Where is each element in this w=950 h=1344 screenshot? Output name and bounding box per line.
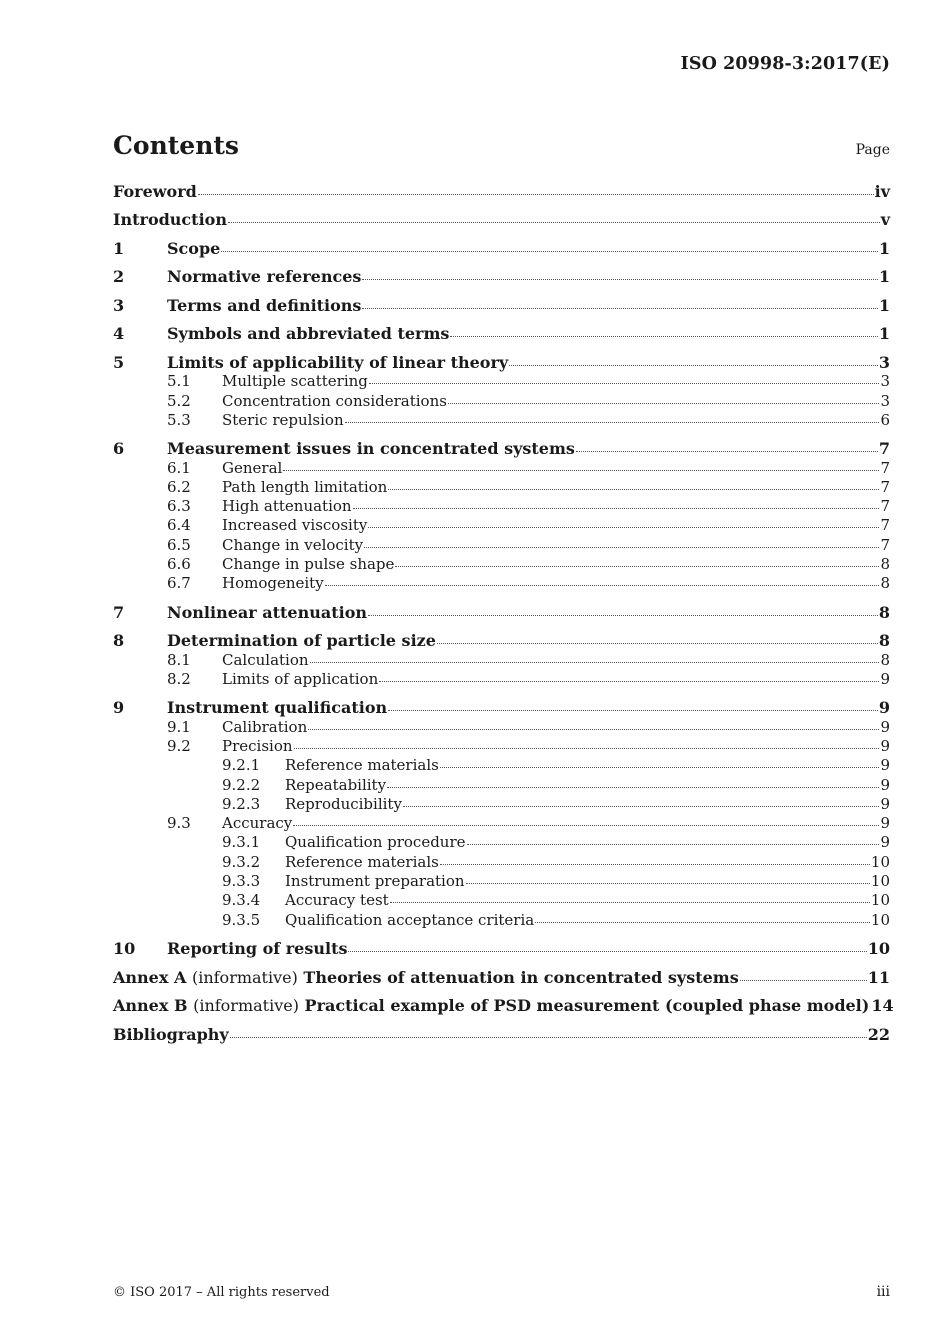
toc-entry-number: 9.2.1 xyxy=(222,756,261,775)
toc-entry-page: 14 xyxy=(871,996,894,1016)
toc-entry[interactable] xyxy=(113,795,890,814)
toc-entry-title xyxy=(113,968,739,987)
toc-entry-title xyxy=(222,555,394,574)
toc-entry-text: Qualification procedure xyxy=(285,833,466,852)
toc-entry-page: 8 xyxy=(878,602,890,622)
dot-leader xyxy=(535,921,870,923)
toc-entry-title xyxy=(113,182,197,201)
toc-entry[interactable] xyxy=(113,996,894,1016)
dot-leader xyxy=(388,709,878,711)
toc-entry-number: 10 xyxy=(113,939,136,959)
toc-entry-number: 5 xyxy=(113,352,125,372)
toc-entry-text: Scope xyxy=(167,238,221,258)
dot-leader xyxy=(440,863,870,865)
toc-entry-title xyxy=(285,833,466,852)
contents-heading: Contents xyxy=(113,131,240,160)
toc-entry-page: 1 xyxy=(878,324,890,344)
dot-leader xyxy=(353,507,880,509)
toc-entry-number: 9.3.5 xyxy=(222,910,261,929)
dot-leader xyxy=(448,402,880,404)
toc-entry-title xyxy=(222,670,378,689)
toc-entry-text: Foreword xyxy=(113,182,197,201)
toc-entry-number: 9.2.2 xyxy=(222,775,261,794)
toc-entry-text: Normative references xyxy=(167,267,362,287)
toc-entry-title xyxy=(113,1025,229,1044)
toc-entry-title xyxy=(285,756,439,775)
toc-entry-title xyxy=(222,737,293,756)
dot-leader xyxy=(362,307,877,309)
toc-entry-text: Change in pulse shape xyxy=(222,555,395,574)
dot-leader xyxy=(230,1036,867,1038)
toc-entry[interactable] xyxy=(113,631,890,650)
toc-entry[interactable] xyxy=(113,392,890,411)
annex-note: (informative) xyxy=(193,996,299,1016)
toc-entry-text: Qualification acceptance criteria xyxy=(285,910,535,929)
toc-entry-text: Repeatability xyxy=(285,775,387,794)
toc-entry-text: Reference materials xyxy=(285,852,439,871)
toc-entry[interactable] xyxy=(113,670,890,689)
toc-entry[interactable] xyxy=(113,372,890,391)
toc-entry-text: Multiple scattering xyxy=(222,372,368,391)
toc-entry-page: 10 xyxy=(870,910,890,929)
toc-entry[interactable] xyxy=(113,267,890,286)
toc-entry[interactable] xyxy=(113,776,890,795)
toc-entry-page: 7 xyxy=(880,497,890,516)
dot-leader xyxy=(345,421,880,423)
toc-entry[interactable] xyxy=(113,603,890,622)
toc-entry-title xyxy=(167,631,436,650)
toc-entry-page: 7 xyxy=(880,516,890,535)
toc-entry-title xyxy=(285,872,465,891)
toc-entry-number: 6.2 xyxy=(167,477,191,496)
dot-leader xyxy=(362,278,877,280)
dot-leader xyxy=(450,335,877,337)
toc-entry[interactable] xyxy=(113,324,890,343)
dot-leader xyxy=(576,450,878,452)
toc-entry-number: 5.1 xyxy=(167,372,191,391)
toc-entry-title xyxy=(222,372,368,391)
dot-leader xyxy=(228,221,880,223)
toc-entry-number: 9.3.3 xyxy=(222,872,261,891)
toc-entry-title xyxy=(113,210,227,229)
toc-entry-page: 9 xyxy=(880,833,890,852)
toc-entry-page: 1 xyxy=(878,238,890,258)
toc-entry-page: 8 xyxy=(878,631,890,651)
dot-leader xyxy=(198,193,874,195)
dot-leader xyxy=(325,584,880,586)
toc-entry-page: 3 xyxy=(880,391,890,410)
toc-entry[interactable] xyxy=(113,353,890,372)
toc-entry-text: Steric repulsion xyxy=(222,410,344,429)
toc-entry-page: 3 xyxy=(878,352,890,372)
dot-leader xyxy=(387,786,879,788)
toc-entry-page: 6 xyxy=(880,410,890,429)
toc-entry-page: 9 xyxy=(880,669,890,688)
toc-entry[interactable] xyxy=(113,814,890,833)
dot-leader xyxy=(390,901,870,903)
dot-leader xyxy=(379,680,879,682)
toc-entry-number: 9.2 xyxy=(167,737,191,755)
toc-entry-number: 6.7 xyxy=(167,574,191,593)
toc-entry[interactable] xyxy=(113,478,890,497)
toc-entry[interactable] xyxy=(113,574,890,593)
toc-entry[interactable] xyxy=(113,411,890,430)
toc-entry-page: 8 xyxy=(880,650,890,669)
toc-entry[interactable] xyxy=(113,911,890,930)
dot-leader xyxy=(308,728,879,730)
toc-entry-text: Change in velocity xyxy=(222,535,364,554)
toc-entry-title xyxy=(167,267,361,286)
toc-entry-title xyxy=(222,411,344,430)
toc-entry[interactable] xyxy=(113,1025,890,1044)
toc-entry-text: Practical example of PSD measurement (coupled phase model) xyxy=(304,996,870,1016)
toc-entry-page: 7 xyxy=(878,439,890,459)
toc-entry-text: Reproducibility xyxy=(285,794,402,813)
toc-entry-text: Increased viscosity xyxy=(222,516,368,535)
toc-entry-title xyxy=(167,239,220,258)
toc-entry-number: 9.3.4 xyxy=(222,891,261,910)
toc-entry-page: 8 xyxy=(880,555,890,574)
toc-entry[interactable] xyxy=(113,939,890,958)
toc-entry-text: Instrument qualification xyxy=(167,698,388,718)
toc-entry-title xyxy=(222,814,292,833)
dot-leader xyxy=(509,364,878,366)
toc-entry-page: 9 xyxy=(880,717,890,736)
toc-entry[interactable] xyxy=(113,718,890,737)
toc-entry-page: 1 xyxy=(878,295,890,315)
dot-leader xyxy=(403,805,880,807)
toc-entry-title xyxy=(167,698,387,717)
toc-entry-text: Measurement issues in concentrated systems xyxy=(167,439,575,459)
document-code: ISO 20998-3:2017(E) xyxy=(680,54,890,74)
page-column-label: Page xyxy=(855,142,890,158)
toc-entry-number: 6.4 xyxy=(167,516,191,535)
dot-leader xyxy=(437,642,878,644)
toc-entry-page: 22 xyxy=(867,1024,890,1044)
toc-entry-title xyxy=(167,439,575,458)
toc-entry-text: Symbols and abbreviated terms xyxy=(167,324,450,344)
toc-entry-page: 9 xyxy=(880,756,890,775)
toc-entry-title xyxy=(167,324,449,343)
toc-entry-title xyxy=(285,853,439,872)
toc-entry-title xyxy=(222,574,324,593)
toc-entry[interactable] xyxy=(113,698,890,717)
toc-entry-page: iv xyxy=(874,182,890,201)
toc-entry-number: 1 xyxy=(113,238,125,258)
toc-entry-text: Introduction xyxy=(113,210,227,230)
toc-entry-number: 6.6 xyxy=(167,555,191,574)
toc-entry-number: 2 xyxy=(113,267,125,287)
toc-entry-page: 10 xyxy=(870,852,890,871)
toc-entry[interactable] xyxy=(113,296,890,315)
toc-entry-number: 5.2 xyxy=(167,391,191,410)
toc-entry[interactable] xyxy=(113,182,890,201)
toc-entry-page: 9 xyxy=(880,737,890,755)
toc-entry[interactable] xyxy=(113,968,890,987)
dot-leader xyxy=(467,843,880,845)
dot-leader xyxy=(294,747,880,749)
toc-entry-text: Accuracy xyxy=(222,814,293,833)
dot-leader xyxy=(368,526,879,528)
toc-entry-page: 10 xyxy=(870,891,890,910)
dot-leader xyxy=(310,661,880,663)
annex-note: (informative) xyxy=(191,967,298,987)
toc-entry-text: Nonlinear attenuation xyxy=(167,602,367,622)
toc-entry-text: Terms and definitions xyxy=(167,295,362,315)
toc-entry-title xyxy=(222,536,363,555)
toc-entry-title xyxy=(222,718,307,737)
toc-entry[interactable] xyxy=(113,737,890,756)
toc-entry-page: 7 xyxy=(880,535,890,554)
toc-entry[interactable] xyxy=(113,555,890,574)
toc-entry[interactable] xyxy=(113,210,890,229)
toc-entry-text: Theories of attenuation in concentrated systems xyxy=(303,967,739,987)
toc-entry-text: Homogeneity xyxy=(222,574,324,593)
toc-entry-page: 9 xyxy=(880,794,890,813)
toc-entry-text: Accuracy test xyxy=(285,891,389,910)
toc-entry-number: 4 xyxy=(113,324,125,344)
toc-entry-number: 9.1 xyxy=(167,717,191,736)
toc-entry[interactable] xyxy=(113,756,890,775)
toc-entry-number: 9.3.2 xyxy=(222,852,261,871)
toc-entry-title xyxy=(285,911,534,930)
toc-entry[interactable] xyxy=(113,833,890,852)
dot-leader xyxy=(466,882,870,884)
toc-entry-page: 10 xyxy=(870,872,890,891)
toc-entry-number: 6.3 xyxy=(167,497,191,516)
toc-entry-text: Calculation xyxy=(222,650,309,669)
toc-entry-number: 8.1 xyxy=(167,650,191,669)
toc-entry-text: Limits of applicability of linear theory xyxy=(167,352,509,372)
toc-entry-title xyxy=(285,776,386,795)
toc-entry-text: Bibliography xyxy=(113,1024,229,1044)
toc-entry[interactable] xyxy=(113,891,890,910)
toc-entry-number: 7 xyxy=(113,602,125,622)
toc-entry[interactable] xyxy=(113,516,890,535)
toc-entry-title xyxy=(167,296,361,315)
toc-entry-page: 9 xyxy=(878,698,890,718)
toc-entry-title xyxy=(285,891,389,910)
toc-entry[interactable] xyxy=(113,872,890,891)
toc-entry-title xyxy=(222,392,447,411)
toc-entry-title xyxy=(222,478,387,497)
dot-leader xyxy=(388,488,879,490)
toc-entry-page: 9 xyxy=(880,814,890,833)
toc-entry-page: 11 xyxy=(867,967,890,987)
toc-entry-page: 3 xyxy=(880,372,890,391)
annex-label: Annex A xyxy=(113,967,187,987)
toc-entry-title xyxy=(222,459,282,478)
toc-entry-number: 6 xyxy=(113,439,125,459)
toc-entry-text: General xyxy=(222,458,283,477)
toc-entry-title xyxy=(113,996,869,1015)
toc-entry[interactable] xyxy=(113,439,890,458)
toc-entry[interactable] xyxy=(113,497,890,516)
dot-leader xyxy=(221,250,878,252)
toc-entry-number: 8.2 xyxy=(167,669,191,688)
toc-entry[interactable] xyxy=(113,536,890,555)
dot-leader xyxy=(283,469,879,471)
toc-entry-page: 10 xyxy=(867,939,890,959)
toc-entry-title xyxy=(222,651,309,670)
toc-entry-text: Instrument preparation xyxy=(285,872,465,891)
copyright-notice: © ISO 2017 – All rights reserved xyxy=(113,1285,330,1300)
table-of-contents xyxy=(113,182,894,1044)
toc-entry-number: 5.3 xyxy=(167,410,191,429)
toc-entry-text: Concentration considerations xyxy=(222,391,447,410)
toc-entry-text: Reporting of results xyxy=(167,939,348,959)
toc-entry-page: 7 xyxy=(880,477,890,496)
toc-entry[interactable] xyxy=(113,853,890,872)
toc-entry-number: 9.3 xyxy=(167,814,191,833)
dot-leader xyxy=(364,546,879,548)
annex-label: Annex B xyxy=(113,996,188,1016)
toc-entry-page: 8 xyxy=(880,574,890,593)
toc-entry-title xyxy=(167,353,508,372)
toc-entry-title xyxy=(167,603,367,622)
dot-leader xyxy=(440,766,880,768)
toc-entry-text: Determination of particle size xyxy=(167,631,436,651)
toc-entry-title xyxy=(222,516,367,535)
dot-leader xyxy=(293,824,879,826)
toc-entry[interactable] xyxy=(113,459,890,478)
toc-entry-number: 6.1 xyxy=(167,458,191,477)
toc-entry-page: 1 xyxy=(878,267,890,287)
toc-entry-text: Reference materials xyxy=(285,756,439,775)
toc-entry[interactable] xyxy=(113,651,890,670)
footer-page-number: iii xyxy=(876,1284,890,1300)
toc-entry-text: Calibration xyxy=(222,717,308,736)
toc-entry-number: 9.2.3 xyxy=(222,794,261,813)
toc-entry-text: High attenuation xyxy=(222,497,352,516)
toc-entry-title xyxy=(285,795,402,814)
toc-entry-title xyxy=(167,939,347,958)
dot-leader xyxy=(348,950,866,952)
toc-entry-title xyxy=(222,497,352,516)
toc-entry-number: 8 xyxy=(113,631,125,651)
toc-entry-page: 9 xyxy=(880,775,890,794)
toc-entry[interactable] xyxy=(113,239,890,258)
toc-entry-number: 6.5 xyxy=(167,535,191,554)
toc-entry-number: 3 xyxy=(113,295,125,315)
toc-entry-page: 7 xyxy=(880,458,890,477)
dot-leader xyxy=(368,614,878,616)
dot-leader xyxy=(369,382,880,384)
dot-leader xyxy=(740,979,867,981)
toc-entry-text: Precision xyxy=(222,737,293,755)
toc-entry-number: 9.3.1 xyxy=(222,833,261,852)
toc-entry-text: Limits of application xyxy=(222,669,379,688)
dot-leader xyxy=(395,565,879,567)
toc-entry-number: 9 xyxy=(113,698,125,718)
toc-entry-page: v xyxy=(880,210,890,230)
toc-entry-text: Path length limitation xyxy=(222,477,388,496)
